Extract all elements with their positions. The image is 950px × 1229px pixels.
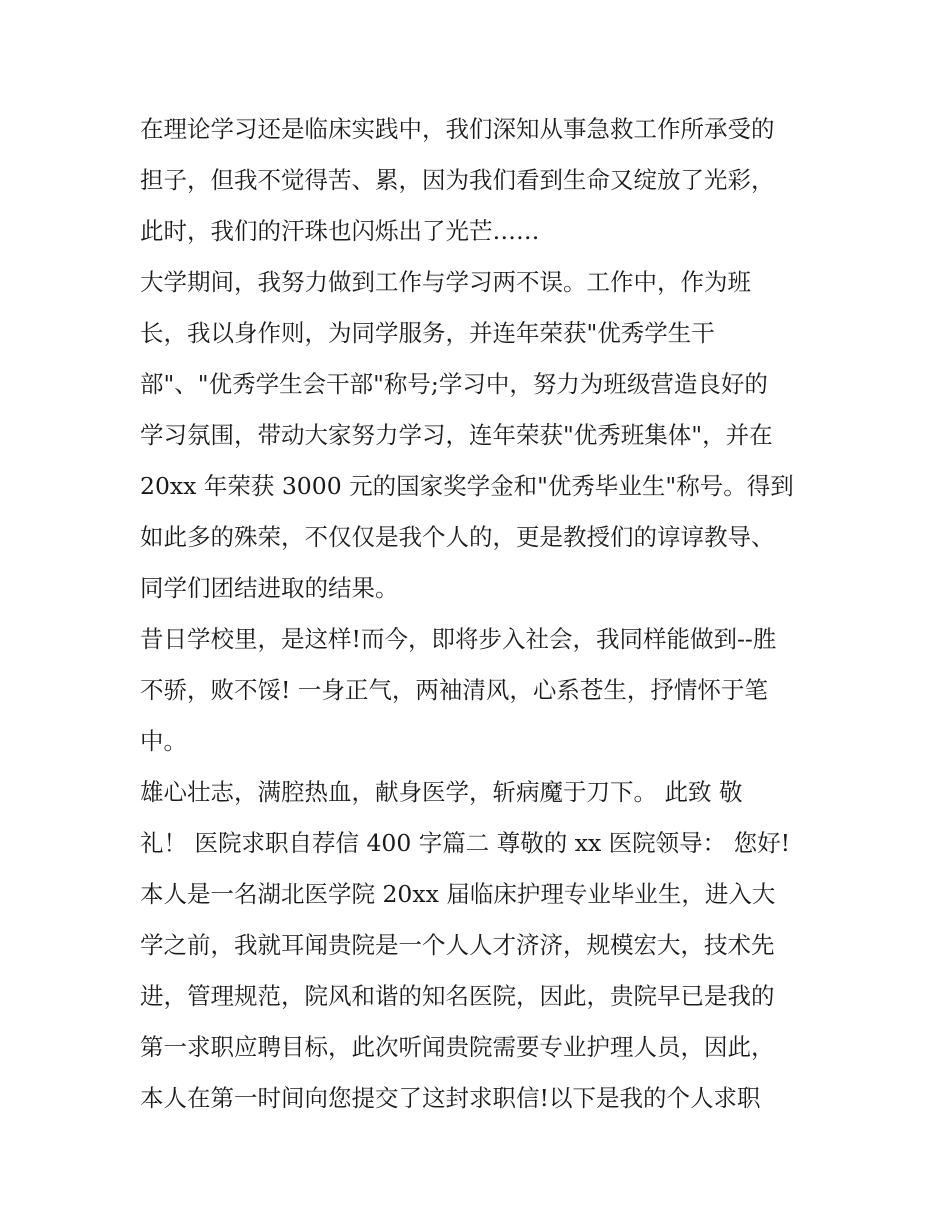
text-line: 礼！ 医院求职自荐信 400 字篇二 尊敬的 xx 医院领导： 您好! bbox=[140, 829, 791, 857]
text-line: 长，我以身作则，为同学服务，并连年荣获"优秀学生干 bbox=[140, 319, 715, 347]
text-line: 20xx 年荣获 3000 元的国家奖学金和"优秀毕业生"称号。得到 bbox=[140, 472, 794, 500]
text-line: 第一求职应聘目标，此次听闻贵院需要专业护理人员，因此， bbox=[140, 1033, 775, 1061]
text-line: 担子，但我不觉得苦、累，因为我们看到生命又绽放了光彩， bbox=[140, 166, 775, 194]
text-line: 中。 bbox=[140, 727, 187, 755]
text-line: 学之前，我就耳闻贵院是一个人人才济济，规模宏大，技术先 bbox=[140, 931, 775, 959]
text-line: 学习氛围，带动大家努力学习，连年荣获"优秀班集体"，并在 bbox=[140, 421, 773, 449]
text-line: 不骄，败不馁! 一身正气，两袖清风，心系苍生，抒情怀于笔 bbox=[140, 676, 768, 704]
text-line: 进，管理规范，院风和谐的知名医院，因此，贵院早已是我的 bbox=[140, 982, 775, 1010]
text-line: 在理论学习还是临床实践中，我们深知从事急救工作所承受的 bbox=[140, 115, 775, 143]
document-body bbox=[140, 104, 820, 1124]
text-line: 此时，我们的汗珠也闪烁出了光芒…… bbox=[140, 217, 540, 245]
text-line: 同学们团结进取的结果。 bbox=[140, 574, 399, 602]
text-line: 如此多的殊荣，不仅仅是我个人的，更是教授们的谆谆教导、 bbox=[140, 523, 775, 551]
text-line: 昔日学校里，是这样!而今，即将步入社会，我同样能做到--胜 bbox=[140, 625, 777, 653]
text-line: 本人是一名湖北医学院 20xx 届临床护理专业毕业生，进入大 bbox=[140, 880, 776, 908]
text-line: 本人在第一时间向您提交了这封求职信!以下是我的个人求职 bbox=[140, 1084, 761, 1112]
text-line: 雄心壮志，满腔热血，献身医学，斩病魔于刀下。 此致 敬 bbox=[140, 778, 743, 806]
text-line: 部"、"优秀学生会干部"称号;学习中，努力为班级营造良好的 bbox=[140, 370, 768, 398]
text-line: 大学期间，我努力做到工作与学习两不误。工作中，作为班 bbox=[140, 268, 751, 296]
